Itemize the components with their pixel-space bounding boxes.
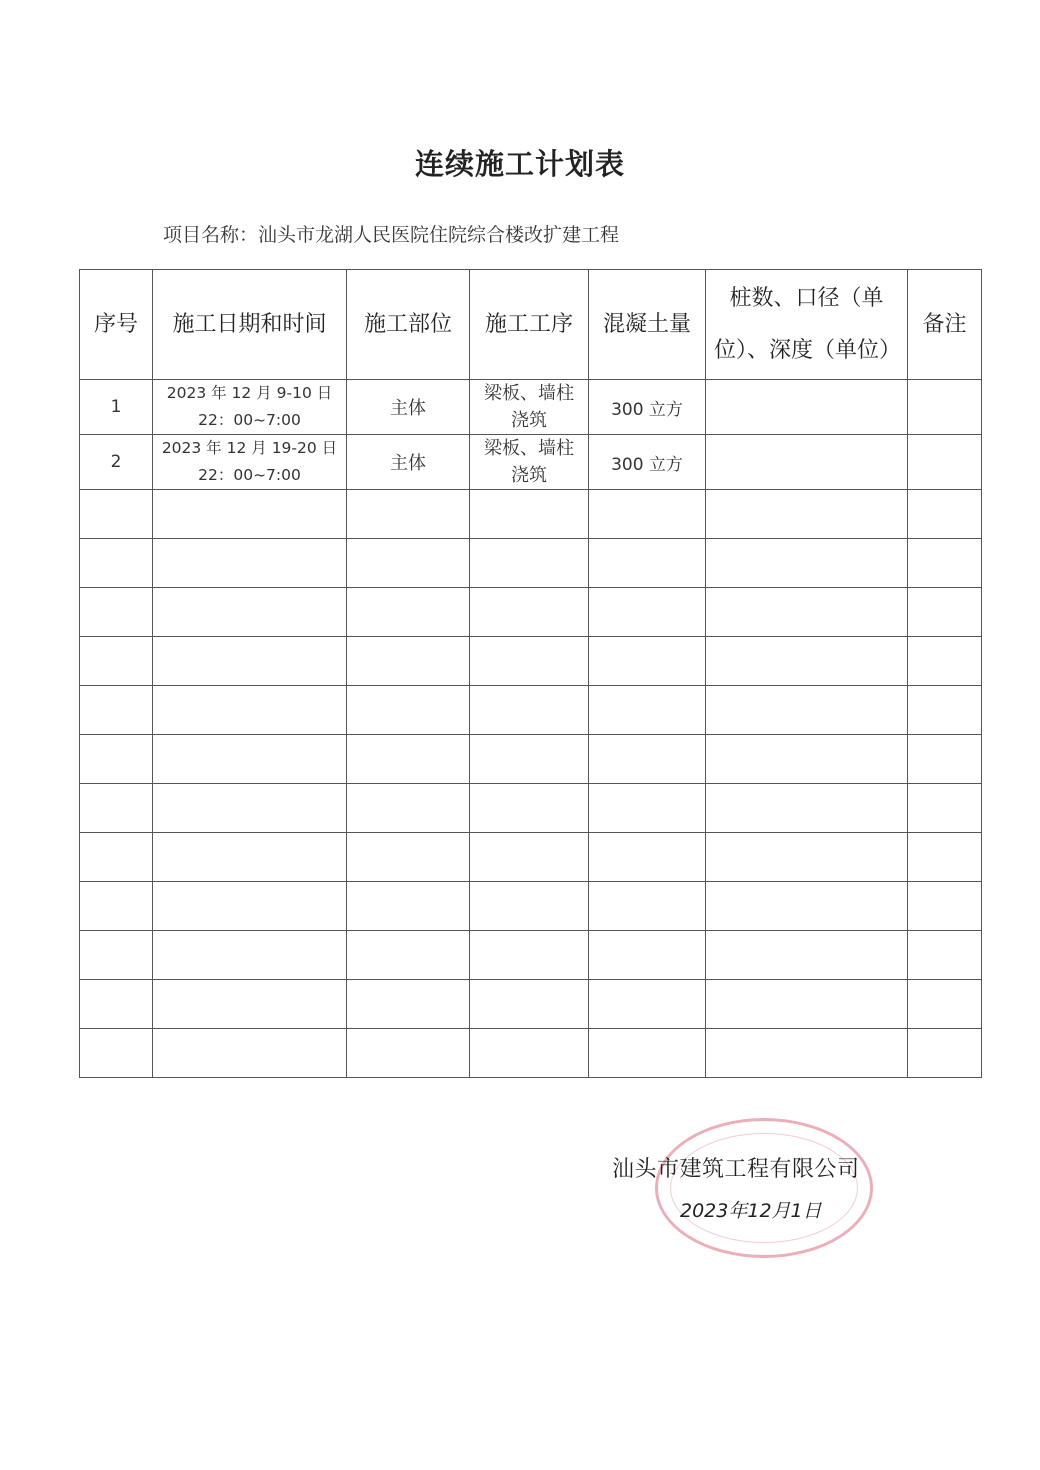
header-date-time: 施工日期和时间 — [153, 270, 347, 380]
process-line: 梁板、墙柱 — [484, 383, 574, 404]
row-date-time — [153, 435, 347, 490]
seal-inner-ring — [670, 1133, 858, 1243]
empty-cell — [706, 686, 908, 735]
document-title: 连续施工计划表 — [414, 147, 625, 181]
empty-cell — [153, 637, 347, 686]
empty-cell — [908, 980, 982, 1029]
table-row-empty — [80, 588, 982, 637]
empty-cell — [80, 735, 153, 784]
empty-cell — [80, 588, 153, 637]
empty-cell — [347, 490, 470, 539]
header-remarks: 备注 — [908, 270, 982, 380]
date-line: 2023 年 12 月 19-20 日 — [161, 439, 338, 457]
empty-cell — [908, 637, 982, 686]
empty-cell — [470, 980, 589, 1029]
empty-cell — [470, 1029, 589, 1078]
row-index: 1 — [80, 380, 153, 435]
empty-cell — [470, 588, 589, 637]
header-index: 序号 — [80, 270, 153, 380]
empty-cell — [706, 833, 908, 882]
empty-cell — [589, 882, 706, 931]
empty-cell — [589, 637, 706, 686]
company-seal — [655, 1118, 873, 1258]
empty-cell — [153, 980, 347, 1029]
empty-cell — [153, 588, 347, 637]
empty-cell — [706, 588, 908, 637]
empty-cell — [470, 490, 589, 539]
empty-cell — [908, 735, 982, 784]
empty-cell — [470, 882, 589, 931]
empty-cell — [706, 1029, 908, 1078]
empty-cell — [908, 490, 982, 539]
empty-cell — [908, 882, 982, 931]
table-row-empty — [80, 980, 982, 1029]
empty-cell — [347, 637, 470, 686]
empty-cell — [347, 735, 470, 784]
empty-cell — [80, 833, 153, 882]
table-row-empty — [80, 833, 982, 882]
empty-cell — [153, 931, 347, 980]
header-piles: 桩数、口径（单位）、深度（单位） — [706, 270, 908, 380]
empty-cell — [470, 931, 589, 980]
empty-cell — [80, 490, 153, 539]
empty-cell — [706, 490, 908, 539]
empty-cell — [347, 931, 470, 980]
empty-cell — [347, 539, 470, 588]
empty-cell — [706, 931, 908, 980]
table-row-empty — [80, 882, 982, 931]
table-row-empty — [80, 539, 982, 588]
row-remarks — [908, 380, 982, 435]
empty-cell — [706, 637, 908, 686]
empty-cell — [153, 735, 347, 784]
table-row-empty — [80, 931, 982, 980]
empty-cell — [908, 833, 982, 882]
empty-cell — [347, 833, 470, 882]
empty-cell — [908, 1029, 982, 1078]
empty-cell — [80, 980, 153, 1029]
process-line: 浇筑 — [511, 465, 547, 486]
empty-cell — [80, 1029, 153, 1078]
empty-cell — [908, 784, 982, 833]
empty-cell — [470, 735, 589, 784]
empty-cell — [706, 784, 908, 833]
empty-cell — [908, 588, 982, 637]
empty-cell — [347, 784, 470, 833]
empty-cell — [347, 1029, 470, 1078]
row-part: 主体 — [347, 435, 470, 490]
empty-cell — [153, 882, 347, 931]
row-date-time — [153, 380, 347, 435]
empty-cell — [706, 882, 908, 931]
row-remarks — [908, 435, 982, 490]
empty-cell — [347, 882, 470, 931]
empty-cell — [470, 539, 589, 588]
row-process — [470, 380, 589, 435]
empty-cell — [153, 490, 347, 539]
row-volume: 300 立方 — [589, 435, 706, 490]
time-line: 22：00~7:00 — [198, 411, 301, 429]
empty-cell — [80, 637, 153, 686]
empty-cell — [80, 784, 153, 833]
empty-cell — [80, 882, 153, 931]
empty-cell — [589, 539, 706, 588]
row-piles — [706, 435, 908, 490]
company-name: 汕头市建筑工程有限公司 — [612, 1157, 860, 1182]
construction-plan-table — [79, 269, 982, 1078]
table-row-empty — [80, 686, 982, 735]
empty-cell — [347, 686, 470, 735]
table-row-empty — [80, 490, 982, 539]
empty-cell — [589, 980, 706, 1029]
table-row-empty — [80, 637, 982, 686]
empty-cell — [589, 686, 706, 735]
empty-cell — [589, 784, 706, 833]
table-row-empty — [80, 1029, 982, 1078]
process-line: 浇筑 — [511, 410, 547, 431]
empty-cell — [470, 637, 589, 686]
table-row — [80, 435, 982, 490]
empty-cell — [347, 980, 470, 1029]
empty-cell — [589, 735, 706, 784]
empty-cell — [706, 539, 908, 588]
empty-cell — [589, 490, 706, 539]
empty-cell — [347, 588, 470, 637]
empty-cell — [153, 1029, 347, 1078]
empty-cell — [80, 539, 153, 588]
table-row — [80, 380, 982, 435]
signature-date: 2023年12月1日 — [680, 1200, 822, 1222]
project-name: 项目名称：汕头市龙湖人民医院住院综合楼改扩建工程 — [163, 224, 620, 246]
empty-cell — [908, 931, 982, 980]
empty-cell — [153, 784, 347, 833]
row-process — [470, 435, 589, 490]
empty-cell — [153, 539, 347, 588]
empty-cell — [470, 833, 589, 882]
date-line: 2023 年 12 月 9-10 日 — [166, 384, 333, 402]
empty-cell — [470, 686, 589, 735]
empty-cell — [153, 686, 347, 735]
row-volume: 300 立方 — [589, 380, 706, 435]
header-part: 施工部位 — [347, 270, 470, 380]
empty-cell — [589, 1029, 706, 1078]
row-part: 主体 — [347, 380, 470, 435]
empty-cell — [589, 931, 706, 980]
table-row-empty — [80, 784, 982, 833]
header-concrete-volume: 混凝土量 — [589, 270, 706, 380]
table-row-empty — [80, 735, 982, 784]
table-header-row — [80, 270, 982, 380]
empty-cell — [706, 980, 908, 1029]
empty-cell — [908, 539, 982, 588]
header-process: 施工工序 — [470, 270, 589, 380]
row-piles — [706, 380, 908, 435]
empty-cell — [589, 588, 706, 637]
empty-cell — [470, 784, 589, 833]
time-line: 22：00~7:00 — [198, 466, 301, 484]
empty-cell — [589, 833, 706, 882]
empty-cell — [80, 931, 153, 980]
empty-cell — [908, 686, 982, 735]
empty-cell — [153, 833, 347, 882]
empty-cell — [706, 735, 908, 784]
process-line: 梁板、墙柱 — [484, 438, 574, 459]
row-index: 2 — [80, 435, 153, 490]
empty-cell — [80, 686, 153, 735]
